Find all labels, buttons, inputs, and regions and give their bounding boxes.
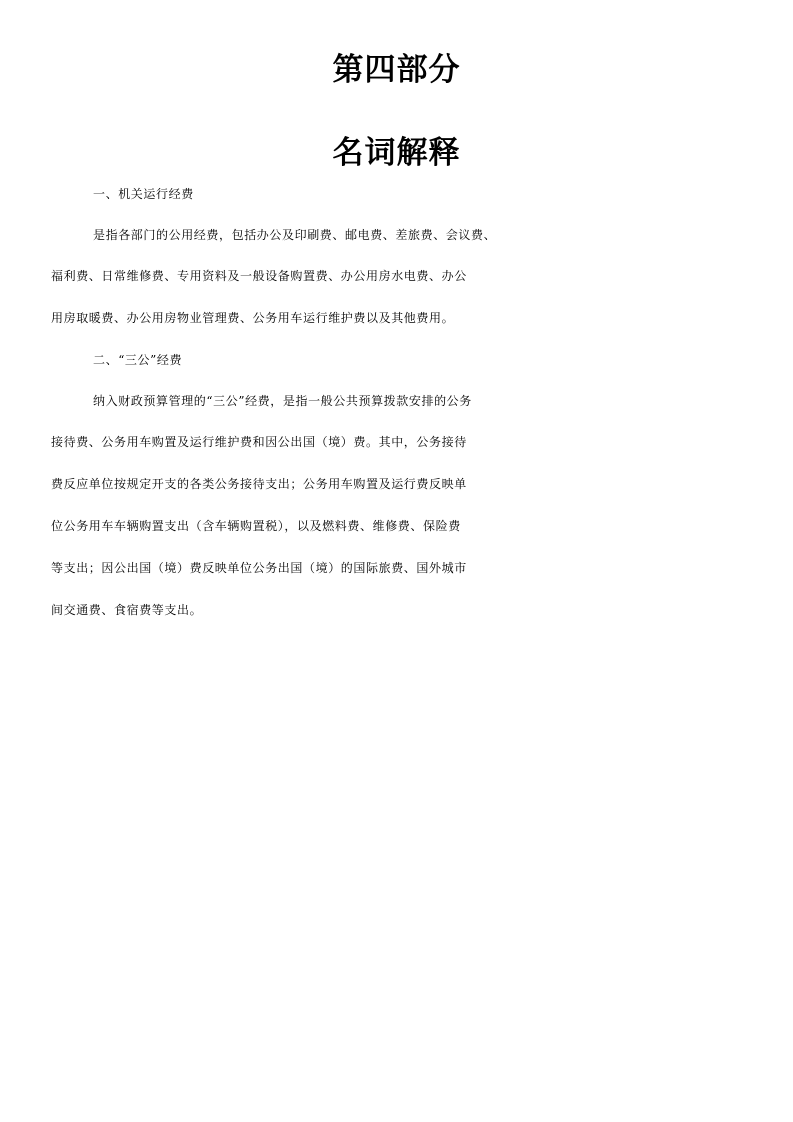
- paragraph-line: 是指各部门的公用经费，包括办公及印刷费、邮电费、差旅费、会议费、: [93, 228, 497, 242]
- part-title: 第四部分: [332, 52, 461, 88]
- paragraph-line: 间交通费、食宿费等支出。: [51, 603, 203, 617]
- paragraph-line: 纳入财政预算管理的“三公”经费，是指一般公共预算拨款安排的公务: [93, 394, 472, 408]
- paragraph-line: 福利费、日常维修费、专用资料及一般设备购置费、办公用房水电费、办公: [51, 269, 467, 283]
- paragraph-line: 位公务用车车辆购置支出（含车辆购置税），以及燃料费、维修费、保险费: [51, 519, 461, 533]
- heading-three-public-expenses: 二、“三公”经费: [93, 353, 183, 367]
- paragraph-line: 等支出；因公出国（境）费反映单位公务出国（境）的国际旅费、国外城市: [51, 561, 467, 575]
- paragraph-line: 接待费、公务用车购置及运行维护费和因公出国（境）费。其中，公务接待: [51, 435, 467, 449]
- paragraph-line: 用房取暖费、办公用房物业管理费、公务用车运行维护费以及其他费用。: [51, 311, 455, 325]
- paragraph-line: 费反应单位按规定开支的各类公务接待支出；公务用车购置及运行费反映单: [51, 477, 467, 491]
- heading-institution-operating-expenses: 一、机关运行经费: [93, 187, 194, 201]
- section-title: 名词解释: [332, 135, 461, 171]
